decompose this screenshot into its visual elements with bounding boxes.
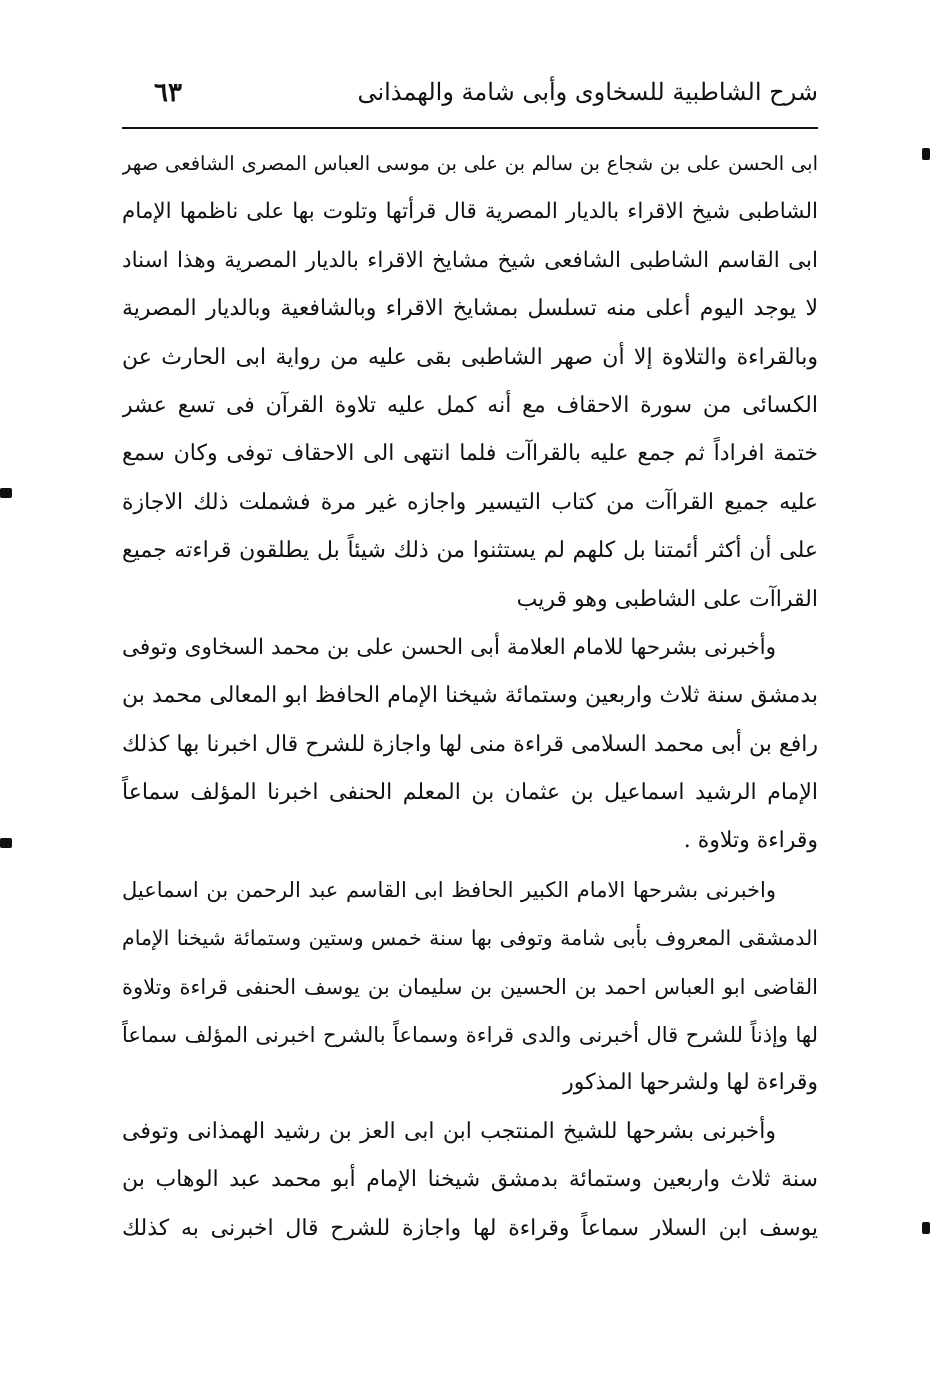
body-text [122, 140, 818, 1253]
text-line: يوسف ابن السلار سماعاً وقراءة لها واجازة للشرح قال اخبرنى به كذلك [122, 1215, 818, 1241]
text-line: لها وإذناً للشرح قال أخبرنى والدى قراءة وسماعاً بالشرح اخبرنى المؤلف سماعاً [122, 1023, 818, 1048]
running-title: شرح الشاطبية للسخاوى وأبى شامة والهمذانى [357, 78, 818, 106]
text-line: الإمام الرشيد اسماعيل بن عثمان بن المعلم الحنفى اخبرنا المؤلف سماعاً [122, 780, 818, 806]
margin-mark [0, 488, 12, 498]
text-line: بدمشق سنة ثلاث واربعين وستمائة شيخنا الإمام الحافظ ابو المعالى محمد بن [122, 683, 818, 709]
margin-mark [922, 1222, 930, 1234]
text-line: سنة ثلاث واربعين وستمائة بدمشق شيخنا الإمام أبو محمد عبد الوهاب بن [122, 1167, 818, 1193]
text-line: الشاطبى شيخ الاقراء بالديار المصرية قال قرأتها وتلوت بها على ناظمها الإمام [122, 199, 818, 225]
running-header [122, 72, 818, 122]
paragraph-start-line: وأخبرنى بشرحها للامام العلامة أبى الحسن على بن محمد السخاوى وتوفى [122, 634, 776, 660]
text-line: ابى القاسم الشاطبى الشافعى شيخ مشايخ الاقراء بالديار المصرية وهذا اسناد [122, 247, 818, 273]
paragraph-start-line: وأخبرنى بشرحها للشيخ المنتجب ابن ابى العز بن رشيد الهمذانى وتوفى [122, 1118, 776, 1144]
text-line: ختمة افراداً ثم جمع عليه بالقراآت فلما انتهى الى الاحقاف توفى وكان سمع [122, 441, 818, 467]
text-line: القراآت على الشاطبى وهو قريب [516, 586, 818, 612]
text-line: لا يوجد اليوم أعلى منه تسلسل بمشايخ الاقراء وبالشافعية وبالديار المصرية [122, 296, 818, 322]
text-line: وبالقراءة والتلاوة إلا أن صهر الشاطبى بقى عليه من رواية ابى الحارث عن [122, 344, 818, 370]
header-rule [122, 127, 818, 129]
text-line: على أن أكثر أئمتنا بل كلهم لم يستثنوا من ذلك شيئاً بل يطلقون قراءته جميع [122, 538, 818, 564]
text-line: الكسائى من سورة الاحقاف مع أنه كمل عليه تلاوة القرآن فى تسع عشر [122, 392, 818, 418]
margin-mark [0, 838, 12, 848]
paragraph-start-line: واخبرنى بشرحها الامام الكبير الحافظ ابى القاسم عبد الرحمن بن اسماعيل [122, 877, 776, 902]
text-line: الدمشقى المعروف بأبى شامة وتوفى بها سنة خمس وستين وستمائة شيخنا الإمام [122, 926, 818, 951]
margin-mark [922, 148, 930, 160]
text-line: وقراءة وتلاوة . [683, 828, 818, 854]
text-line: وقراءة لها ولشرحها المذكور [563, 1070, 818, 1096]
page-number: ٦٣ [154, 78, 182, 108]
text-line: ابى الحسن على بن شجاع بن سالم بن على بن موسى العباس المصرى الشافعى صهر [122, 152, 818, 175]
text-line: القاضى ابو العباس احمد بن الحسين بن سليمان بن يوسف الحنفى قراءة وتلاوة [122, 974, 818, 999]
text-line: عليه جميع القراآت من كتاب التيسير واجازه غير مرة فشملت ذلك الاجازة [122, 489, 818, 515]
text-line: رافع بن أبى محمد السلامى قراءة منى لها واجازة للشرح قال اخبرنا بها كذلك [122, 731, 818, 757]
